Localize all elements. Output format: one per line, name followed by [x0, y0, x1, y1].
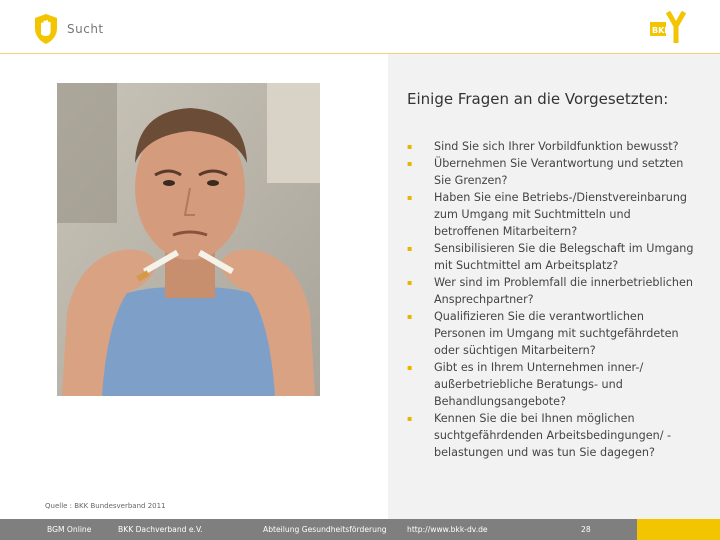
- footer-department: Abteilung Gesundheitsförderung: [263, 525, 387, 534]
- bullet-icon: ▪: [407, 312, 413, 321]
- footer-organization: BKK Dachverband e.V.: [118, 525, 203, 534]
- footer-url-link[interactable]: http://www.bkk-dv.de: [407, 525, 488, 534]
- list-item: ▪ Sensibilisieren Sie die Belegschaft im Umgang mit Suchtmittel am Arbeitsplatz?: [407, 242, 694, 272]
- list-item: ▪ Haben Sie eine Betriebs-/Dienstvereinbarung zum Umgang mit Suchtmitteln und betroffenen Mitarbeitern?: [407, 191, 688, 238]
- question-list: [407, 138, 697, 461]
- logo-text: BKK: [652, 26, 671, 35]
- man-breaking-cigarette-photo: [57, 83, 320, 396]
- bullet-icon: ▪: [407, 142, 413, 151]
- app-title: Sucht: [67, 22, 104, 36]
- page-title: Einige Fragen an die Vorgesetzten:: [407, 90, 669, 108]
- bullet-icon: ▪: [407, 363, 413, 372]
- bullet-icon: ▪: [407, 159, 413, 168]
- list-item: ▪ Kennen Sie die bei Ihnen möglichen suchtgefährdenden Arbeitsbedingungen/ -belastungen und was tun Sie dagegen?: [407, 412, 672, 459]
- footer-accent: [637, 519, 720, 540]
- list-item: ▪ Qualifizieren Sie die verantwortlichen Personen im Umgang mit suchtgefährdeten oder süchtigen Mitarbeitern?: [407, 310, 679, 357]
- list-item: ▪ Gibt es in Ihrem Unternehmen inner-/ außerbetriebliche Beratungs- und Behandlungsangebote?: [407, 361, 644, 408]
- hand-stop-icon: [33, 13, 59, 45]
- list-item: ▪ Sind Sie sich Ihrer Vorbildfunktion bewusst?: [407, 140, 679, 153]
- header: [0, 0, 720, 54]
- footer: [0, 519, 720, 540]
- list-item: ▪ Übernehmen Sie Verantwortung und setzten Sie Grenzen?: [407, 157, 684, 187]
- bullet-icon: ▪: [407, 414, 413, 423]
- list-item: ▪ Wer sind im Problemfall die innerbetrieblichen Ansprechpartner?: [407, 276, 693, 306]
- bullet-icon: ▪: [407, 244, 413, 253]
- bkk-logo: [648, 8, 694, 46]
- bullet-icon: ▪: [407, 193, 413, 202]
- source-citation: Quelle : BKK Bundesverband 2011: [45, 502, 166, 510]
- page-number: 28: [581, 525, 591, 534]
- bullet-icon: ▪: [407, 278, 413, 287]
- footer-bgm-online: BGM Online: [47, 525, 92, 534]
